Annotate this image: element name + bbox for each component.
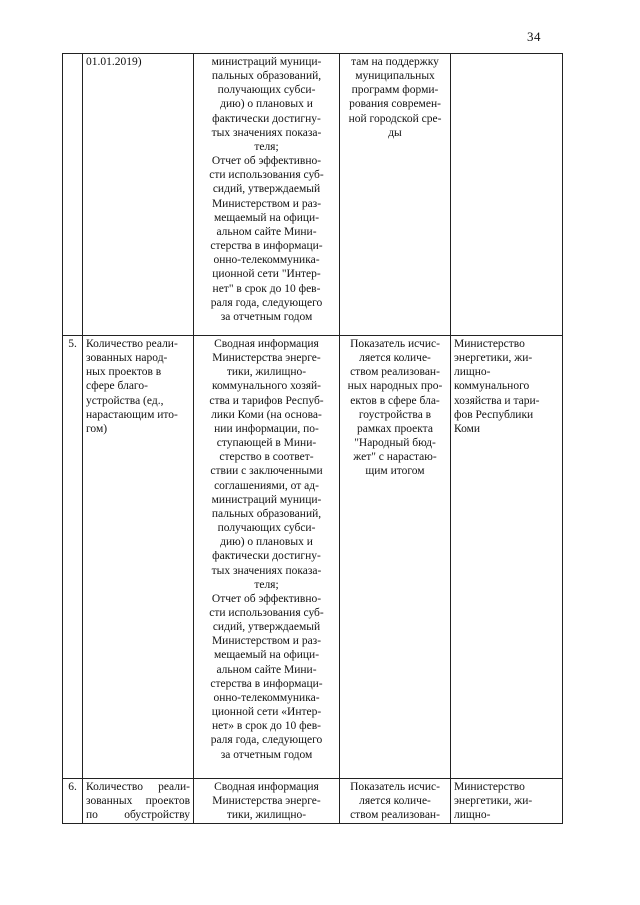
- cell-text-line: энергетики, жи-: [454, 795, 533, 808]
- table-row: [63, 336, 563, 779]
- cell-text-line: дию) о плановых и: [220, 98, 313, 111]
- cell-text-line: теля;: [254, 140, 279, 153]
- cell-text-line: гом): [86, 422, 108, 435]
- cell-text-line: сфере благо-: [86, 380, 148, 393]
- cell-text-line: сти использования суб-: [209, 169, 324, 182]
- cell-text-line: ной городской сре-: [348, 112, 442, 125]
- cell-text-line: ных проектов в: [86, 366, 162, 379]
- cell-text-line: Показатель исчис-: [350, 781, 440, 793]
- cell-text-line: там на поддержку: [351, 56, 439, 68]
- cell-text-line: ством реализован-: [350, 366, 440, 379]
- cell-text-line: тики, жилищно-: [226, 366, 307, 379]
- cell-text-line: сидий, утверждаемый: [212, 621, 321, 634]
- cell-text-line: онно-телекоммуника-: [213, 254, 320, 267]
- row-number-cell: 5.: [63, 336, 83, 779]
- data-source-cell: [194, 779, 340, 824]
- cell-text-line: нет» в срок до 10 фев-: [212, 720, 321, 733]
- cell-text-line: Министерства энерге-: [212, 352, 321, 365]
- cell-text-line: дию) о плановых и: [220, 536, 313, 549]
- cell-text-line: фактически достигну-: [212, 550, 321, 563]
- cell-text-line: раля года, следующего: [210, 734, 323, 747]
- cell-text-line: раля года, следующего: [210, 296, 323, 309]
- row-number-cell: [63, 54, 83, 336]
- cell-text-line: стерства в информаци-: [210, 240, 323, 253]
- cell-text-line: ектов в сфере бла-: [350, 394, 440, 407]
- cell-text-line: зованных проектов: [86, 795, 190, 808]
- cell-text-line: за отчетным годом: [220, 748, 313, 761]
- cell-text-line: лики Коми (на основа-: [211, 408, 322, 421]
- cell-text-line: сти использования суб-: [209, 606, 324, 619]
- cell-text-line: ства и тарифов Респуб-: [209, 394, 324, 407]
- cell-text-line: муниципальных: [355, 70, 435, 83]
- cell-text-line: нет" в срок до 10 фев-: [212, 282, 321, 295]
- cell-text-line: рования современ-: [349, 98, 441, 111]
- cell-text-line: коммунального хозяй-: [211, 380, 322, 393]
- cell-text-line: фов Республики: [454, 408, 534, 421]
- cell-text-line: стерство в соответ-: [219, 451, 314, 464]
- cell-text-line: Отчет об эффективно-: [211, 592, 322, 605]
- cell-text-line: мещаемый на офици-: [213, 211, 320, 224]
- cell-text-line: Сводная информация: [214, 338, 319, 350]
- cell-text-line: нарастающим ито-: [86, 408, 178, 421]
- cell-text-line: жет" с нарастаю-: [353, 451, 437, 464]
- cell-text-line: ционной сети "Интер-: [212, 268, 321, 281]
- page-number: 34: [527, 29, 541, 44]
- indicator-name-cell: [83, 54, 194, 336]
- cell-text-line: тики, жилищно-: [226, 809, 307, 822]
- cell-text-line: программ форми-: [351, 84, 439, 97]
- cell-text-line: получающих субси-: [217, 84, 316, 97]
- cell-text-line: альном сайте Мини-: [216, 663, 317, 676]
- cell-text-line: ствии с заключенными: [210, 465, 323, 478]
- cell-text-line: соглашениями, от ад-: [214, 479, 319, 492]
- cell-text-line: Министерство: [454, 338, 525, 350]
- cell-text-line: Сводная информация: [214, 781, 319, 793]
- cell-text-line: теля;: [254, 578, 279, 591]
- cell-text-line: хозяйства и тари-: [454, 394, 540, 407]
- cell-text-line: фактически достигну-: [212, 112, 321, 125]
- responsible-cell: [451, 336, 563, 779]
- cell-text-line: рамках проекта: [357, 422, 433, 435]
- table-row: [63, 54, 563, 336]
- cell-text-line: Министерство: [454, 781, 525, 793]
- cell-text-line: ды: [388, 126, 402, 139]
- cell-text-line: энергетики, жи-: [454, 352, 533, 365]
- cell-text-line: министраций муници-: [211, 56, 322, 68]
- cell-text-line: Министерством и раз-: [211, 635, 322, 648]
- cell-text-line: устройства (ед.,: [86, 394, 164, 407]
- cell-text-line: Количество реали-: [86, 781, 190, 793]
- cell-text-line: зованных народ-: [86, 352, 168, 365]
- indicators-table: [62, 53, 563, 824]
- cell-text-line: за отчетным годом: [220, 310, 313, 323]
- calculation-method-cell: [340, 779, 451, 824]
- cell-text-line: получающих субси-: [217, 522, 316, 535]
- cell-text-line: министраций муници-: [211, 493, 322, 506]
- cell-text-line: 01.01.2019): [86, 56, 142, 68]
- cell-text-line: сидий, утверждаемый: [212, 183, 321, 196]
- cell-text-line: ством реализован-: [350, 809, 440, 822]
- cell-text-line: Количество реали-: [86, 338, 178, 350]
- responsible-cell: [451, 779, 563, 824]
- cell-text-line: ступающей в Мини-: [216, 437, 317, 450]
- cell-text-line: ционной сети «Интер-: [211, 706, 322, 719]
- responsible-cell: [451, 54, 563, 336]
- data-source-cell: [194, 54, 340, 336]
- cell-text-line: коммунального: [454, 380, 530, 393]
- cell-text-line: тых значениях показа-: [211, 564, 322, 577]
- cell-text-line: лищно-: [454, 366, 491, 379]
- row-number-cell: 6.: [63, 779, 83, 824]
- cell-text-line: гоустройства в: [358, 408, 432, 421]
- data-source-cell: [194, 336, 340, 779]
- cell-text-line: Министерства энерге-: [212, 795, 321, 808]
- cell-text-line: ляется количе-: [359, 352, 431, 365]
- cell-text-line: мещаемый на офици-: [213, 649, 320, 662]
- calculation-method-cell: [340, 54, 451, 336]
- cell-text-line: альном сайте Мини-: [216, 225, 317, 238]
- cell-text-line: Показатель исчис-: [350, 338, 440, 350]
- cell-text-line: ных народных про-: [347, 380, 443, 393]
- cell-text-line: Министерством и раз-: [211, 197, 322, 210]
- cell-text-line: щим итогом: [365, 465, 425, 478]
- cell-text-line: по обустройству: [86, 809, 190, 822]
- cell-text-line: Коми: [454, 422, 481, 435]
- indicator-name-cell: [83, 336, 194, 779]
- cell-text-line: Отчет об эффективно-: [211, 155, 322, 168]
- cell-text-line: тых значениях показа-: [211, 126, 322, 139]
- cell-text-line: онно-телекоммуника-: [213, 691, 320, 704]
- cell-text-line: нии информации, по-: [214, 422, 319, 435]
- cell-text-line: лищно-: [454, 809, 491, 822]
- cell-text-line: пальных образований,: [211, 70, 322, 83]
- calculation-method-cell: [340, 336, 451, 779]
- indicator-name-cell: [83, 779, 194, 824]
- table-row: [63, 779, 563, 824]
- cell-text-line: стерства в информаци-: [210, 677, 323, 690]
- cell-text-line: ляется количе-: [359, 795, 431, 808]
- cell-text-line: "Народный бюд-: [354, 437, 436, 450]
- cell-text-line: пальных образований,: [211, 507, 322, 520]
